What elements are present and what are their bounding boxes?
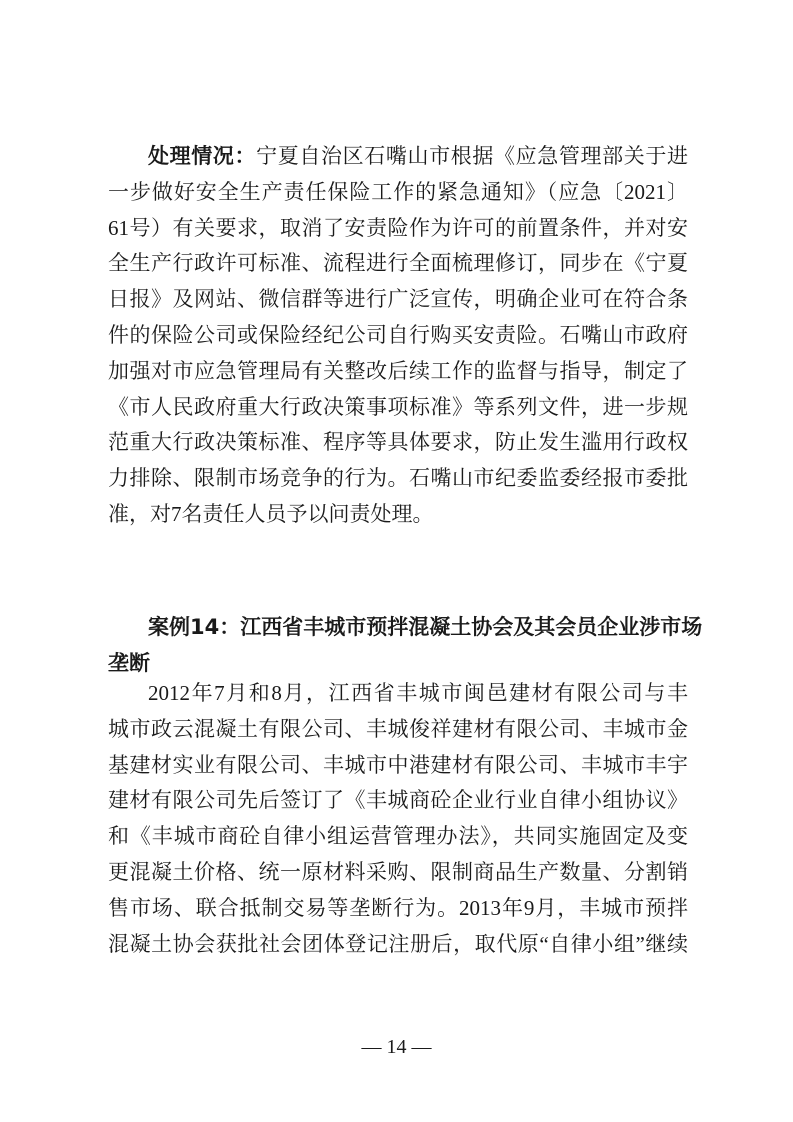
heading-line: 垄断 [108, 650, 150, 675]
text-line: 一步做好安全生产责任保险工作的紧急通知》（应急〔2021〕 [108, 179, 688, 204]
text-line: 城市政云混凝土有限公司、丰城俊祥建材有限公司、丰城市金 [108, 716, 688, 741]
text-line: 力排除、限制市场竞争的行为。石嘴山市纪委监委经报市委批 [108, 466, 688, 491]
case-heading [108, 610, 703, 682]
text-line: 全生产行政许可标准、流程进行全面梳理修订，同步在《宁夏 [108, 251, 688, 276]
text-line: 范重大行政决策标准、程序等具体要求，防止发生滥用行政权 [108, 430, 688, 455]
text-line: 件的保险公司或保险经纪公司自行购买安责险。石嘴山市政府 [108, 322, 688, 347]
lead-label: 处理情况： [148, 144, 257, 168]
text-line: 处理情况：宁夏自治区石嘴山市根据《应急管理部关于进 [148, 144, 688, 168]
text-line: 《市人民政府重大行政决策事项标准》等系列文件，进一步规 [108, 394, 688, 419]
heading-line: 案例14：江西省丰城市预拌混凝土协会及其会员企业涉市场 [148, 615, 703, 639]
text-line: 和《丰城市商砼自律小组运营管理办法》，共同实施固定及变 [108, 824, 688, 849]
text-line: 61号）有关要求，取消了安责险作为许可的前置条件，并对安 [108, 215, 688, 240]
text-line: 2012年7月和8月，江西省丰城市闽邑建材有限公司与丰 [148, 681, 688, 705]
text-line: 基建材实业有限公司、丰城市中港建材有限公司、丰城市丰宇 [108, 752, 688, 777]
text-line: 准，对7名责任人员予以问责处理。 [108, 501, 434, 526]
text-line: 售市场、联合抵制交易等垄断行为。2013年9月，丰城市预拌 [108, 895, 688, 920]
paragraph-handling [108, 139, 688, 533]
paragraph-case-body [108, 676, 688, 962]
text-line: 混凝土协会获批社会团体登记注册后，取代原“自律小组”继续 [108, 931, 688, 956]
text-line: 更混凝土价格、统一原材料采购、限制商品生产数量、分割销 [108, 859, 688, 884]
text-line: 加强对市应急管理局有关整改后续工作的监督与指导，制定了 [108, 358, 688, 383]
text-line: 建材有限公司先后签订了《丰城商砼企业行业自律小组协议》 [108, 788, 688, 813]
page-number: — 14 — [361, 1036, 432, 1058]
text-line: 日报》及网站、微信群等进行广泛宣传，明确企业可在符合条 [108, 287, 688, 312]
